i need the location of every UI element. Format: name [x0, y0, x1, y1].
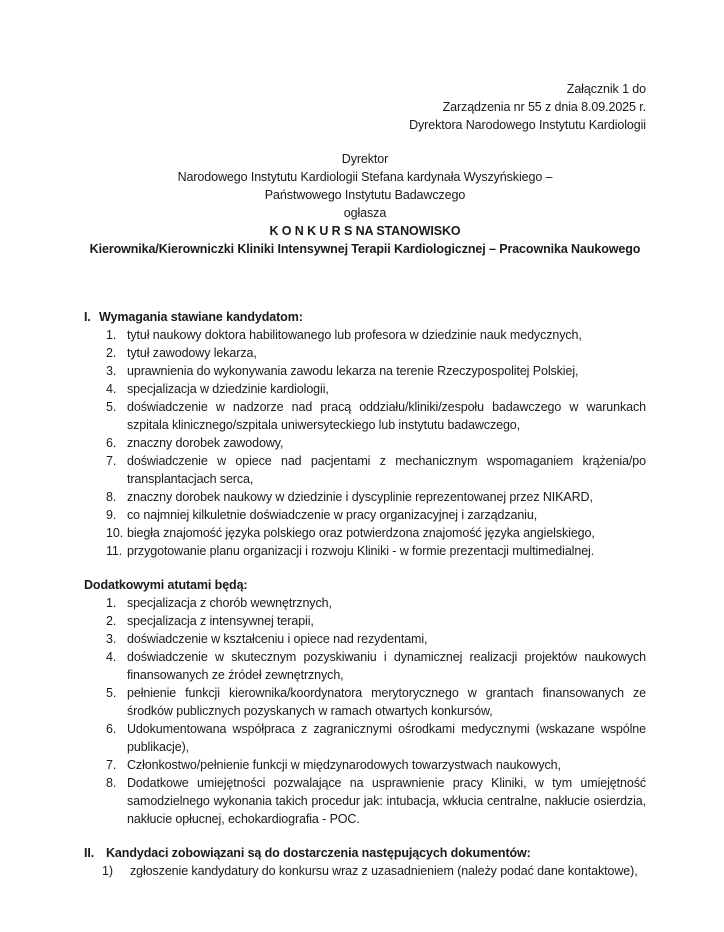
list-item — [106, 398, 646, 434]
list-item-marker: 8. — [106, 776, 117, 790]
list-item-text: znaczny dorobek zawodowy, — [127, 436, 284, 450]
assets-list — [84, 594, 646, 828]
issuer-line: ogłasza — [343, 206, 387, 220]
list-item — [106, 684, 646, 720]
list-item-text: specjalizacja z chorób wewnętrznych, — [127, 596, 332, 610]
list-item — [106, 594, 646, 612]
requirements-list — [84, 326, 646, 560]
list-item-marker: 2. — [106, 346, 117, 360]
list-item-marker: 7. — [106, 454, 117, 468]
section-heading-assets: Dodatkowymi atutami będą: — [84, 578, 248, 592]
title-line: K O N K U R S NA STANOWISKO — [269, 224, 461, 238]
list-item-marker: 2. — [106, 614, 117, 628]
section-marker: II. — [84, 846, 95, 860]
section-heading-requirements — [84, 308, 646, 326]
annex-line: Załącznik 1 do — [566, 82, 646, 96]
list-item-text: Dodatkowe umiejętności pozwalające na usprawnienie pracy Kliniki, w tym umiejętność samodzielnego wykonania takich procedur jak: intubacja, wkłucia centralne, nakłucie osierdzia, nakłucie opłucnej, echokardiografia - POC. — [127, 776, 646, 826]
issuer-line: Narodowego Instytutu Kardiologii Stefana kardynała Wyszyńskiego – — [177, 170, 553, 184]
list-item-marker: 7. — [106, 758, 117, 772]
list-item-marker: 8. — [106, 490, 117, 504]
list-item — [106, 542, 646, 560]
issuer-line: Państwowego Instytutu Badawczego — [264, 188, 466, 202]
list-item — [106, 524, 646, 542]
spacer — [84, 258, 646, 308]
list-item-text: przygotowanie planu organizacji i rozwoju Kliniki - w formie prezentacji multimedialnej. — [127, 544, 595, 558]
list-item — [106, 756, 646, 774]
list-item — [106, 344, 646, 362]
list-item-text: co najmniej kilkuletnie doświadczenie w pracy organizacyjnej i zarządzaniu, — [127, 508, 538, 522]
annex-line: Dyrektora Narodowego Instytutu Kardiologii — [409, 118, 646, 132]
list-item-text: tytuł zawodowy lekarza, — [127, 346, 257, 360]
list-item-text: Udokumentowana współpraca z zagranicznymi ośrodkami medycznymi (wskazane wspólne publikacje), — [127, 722, 646, 754]
list-item — [106, 434, 646, 452]
list-item — [106, 612, 646, 630]
list-item-text: specjalizacja z intensywnej terapii, — [127, 614, 314, 628]
document-title — [84, 222, 646, 258]
section-heading-documents — [84, 844, 646, 862]
documents-list — [84, 862, 646, 880]
list-item-text: doświadczenie w skutecznym pozyskiwaniu i dynamicznej realizacji projektów naukowych finansowanych ze źródeł zewnętrznych, — [127, 650, 646, 682]
list-item-text: pełnienie funkcji kierownika/koordynatora merytorycznego w grantach finansowanych ze środków publicznych pozyskanych w ramach otwartych konkursów, — [127, 686, 646, 718]
list-item — [106, 380, 646, 398]
list-item — [106, 326, 646, 344]
list-item-text: doświadczenie w kształceniu i opiece nad rezydentami, — [127, 632, 428, 646]
list-item-marker: 4. — [106, 382, 117, 396]
list-item-text: biegła znajomość języka polskiego oraz potwierdzona znajomość języka angielskiego, — [127, 526, 595, 540]
list-item — [102, 862, 646, 880]
list-item — [106, 648, 646, 684]
list-item — [106, 452, 646, 488]
list-item-text: uprawnienia do wykonywania zawodu lekarza na terenie Rzeczypospolitej Polskiej, — [127, 364, 579, 378]
list-item — [106, 720, 646, 756]
list-item-text: doświadczenie w opiece nad pacjentami z mechanicznym wspomaganiem krążenia/po transplantacjach serca, — [127, 454, 646, 486]
list-item-marker: 5. — [106, 400, 117, 414]
annex-line: Zarządzenia nr 55 z dnia 8.09.2025 r. — [442, 100, 646, 114]
list-item — [106, 488, 646, 506]
list-item-text: Członkostwo/pełnienie funkcji w międzynarodowych towarzystwach naukowych, — [127, 758, 561, 772]
list-item-marker: 1. — [106, 328, 117, 342]
list-item — [106, 362, 646, 380]
list-item-marker: 5. — [106, 686, 117, 700]
list-item-marker: 1. — [106, 596, 117, 610]
section-heading-text: Wymagania stawiane kandydatom: — [99, 310, 303, 324]
list-item-marker: 10. — [106, 526, 124, 540]
list-item-text: znaczny dorobek naukowy w dziedzinie i dyscyplinie reprezentowanej przez NIKARD, — [127, 490, 593, 504]
section-marker: I. — [84, 310, 91, 324]
list-item-text: tytuł naukowy doktora habilitowanego lub profesora w dziedzinie nauk medycznych, — [127, 328, 582, 342]
list-item-text: doświadczenie w nadzorze nad pracą oddziału/kliniki/zespołu badawczego w warunkach szpitala klinicznego/szpitala uniwersyteckiego lub instytutu badawczego, — [127, 400, 646, 432]
list-item — [106, 774, 646, 828]
list-item-marker: 6. — [106, 722, 117, 736]
issuer-line: Dyrektor — [341, 152, 389, 166]
list-item-marker: 4. — [106, 650, 117, 664]
section-heading-text: Kandydaci zobowiązani są do dostarczenia następujących dokumentów: — [106, 846, 531, 860]
list-item-text: specjalizacja w dziedzinie kardiologii, — [127, 382, 329, 396]
issuer-block — [84, 150, 646, 222]
list-item — [106, 506, 646, 524]
list-item — [106, 630, 646, 648]
title-line: Kierownika/Kierowniczki Kliniki Intensywnej Terapii Kardiologicznej – Pracownika Naukowego — [89, 242, 641, 256]
list-item-marker: 3. — [106, 364, 117, 378]
annex-block — [84, 80, 646, 134]
list-item-marker: 3. — [106, 632, 117, 646]
list-item-marker: 6. — [106, 436, 117, 450]
list-item-marker: 9. — [106, 508, 117, 522]
list-item-marker: 1) — [102, 864, 113, 878]
list-item-text: zgłoszenie kandydatury do konkursu wraz z uzasadnieniem (należy podać dane kontaktowe), — [130, 864, 638, 878]
list-item-marker: 11. — [106, 544, 123, 558]
